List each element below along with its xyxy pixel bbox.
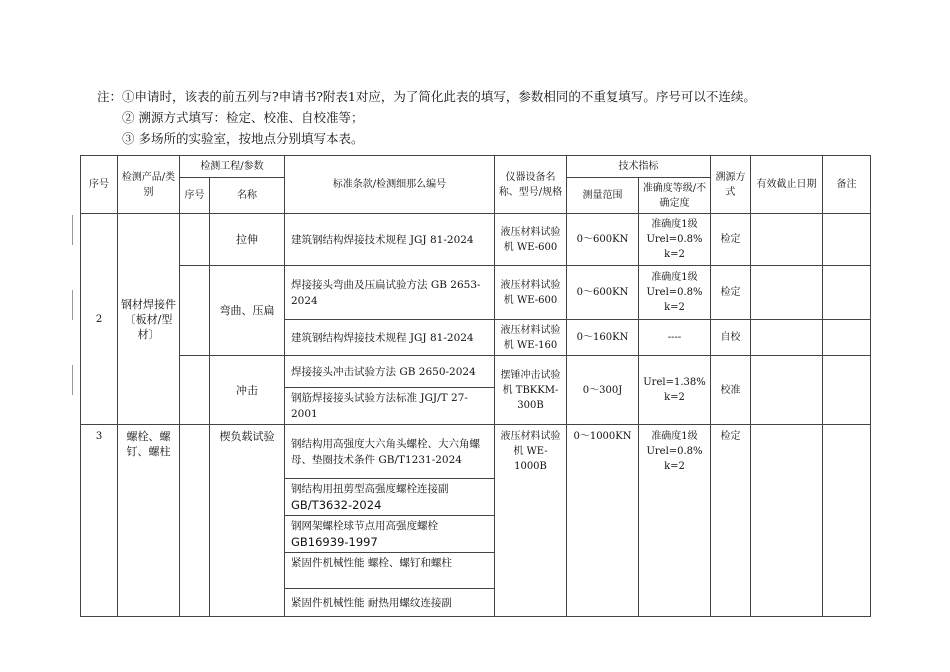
cell-param: 冲击 bbox=[210, 356, 285, 425]
cell-param: 楔负载试验 bbox=[210, 425, 285, 617]
header-seq: 序号 bbox=[81, 156, 118, 214]
page-edge-mark bbox=[72, 215, 73, 245]
cell-sub-seq bbox=[180, 356, 210, 425]
cell-valid bbox=[751, 320, 823, 356]
standard-code: GB16939-1997 bbox=[291, 535, 378, 549]
cell-standard: 紧固件机械性能 耐热用螺纹连接副 bbox=[285, 589, 495, 617]
cell-instrument: 液压材料试验机 WE-1000B bbox=[495, 425, 567, 617]
cell-instrument: 液压材料试验机 WE-600 bbox=[495, 266, 567, 320]
table-row bbox=[81, 425, 871, 479]
cell-standard: 紧固件机械性能 螺栓、螺钉和螺柱 bbox=[285, 553, 495, 589]
cell-standard: 建筑钢结构焊接技术规程 JGJ 81-2024 bbox=[285, 320, 495, 356]
cell-valid bbox=[751, 266, 823, 320]
cell-range: 0～300J bbox=[567, 356, 639, 425]
cell-seq: 2 bbox=[81, 214, 118, 425]
cell-range: 0～1000KN bbox=[567, 425, 639, 617]
capability-table bbox=[80, 155, 871, 617]
header-remark: 备注 bbox=[823, 156, 871, 214]
table-row bbox=[81, 266, 871, 320]
cell-sub-seq bbox=[180, 266, 210, 356]
cell-range: 0～600KN bbox=[567, 266, 639, 320]
cell-standard: 建筑钢结构焊接技术规程 JGJ 81-2024 bbox=[285, 214, 495, 266]
cell-range: 0～600KN bbox=[567, 214, 639, 266]
header-tech: 技术指标 bbox=[567, 156, 711, 178]
cell-range: 0～160KN bbox=[567, 320, 639, 356]
cell-remark bbox=[823, 356, 871, 425]
standard-name: 钢结构用扭剪型高强度螺栓连接副 bbox=[291, 483, 449, 495]
standard-code: GB/T3632-2024 bbox=[291, 498, 382, 512]
note-1: 注：①申请时，该表的前五列与?申请书?附表1对应，为了简化此表的填写，参数相同的不重复填写。序号可以不连续。 bbox=[97, 89, 756, 104]
cell-valid bbox=[751, 425, 823, 617]
cell-standard: 焊接接头弯曲及压扁试验方法 GB 2653-2024 bbox=[285, 266, 495, 320]
cell-instrument: 摆锤冲击试验机 TBKKM-300B bbox=[495, 356, 567, 425]
header-sub-seq: 序号 bbox=[180, 178, 210, 214]
cell-remark bbox=[823, 266, 871, 320]
cell-standard bbox=[285, 516, 495, 553]
cell-instrument: 液压材料试验机 WE-160 bbox=[495, 320, 567, 356]
table-row bbox=[81, 214, 871, 266]
cell-accuracy: 准确度1级 Urel=0.8% k=2 bbox=[639, 214, 711, 266]
cell-accuracy: Urel=1.38% k=2 bbox=[639, 356, 711, 425]
cell-valid bbox=[751, 214, 823, 266]
header-name: 名称 bbox=[210, 178, 285, 214]
page-edge-mark bbox=[72, 290, 73, 320]
header-instrument: 仪器设备名称、型号/规格 bbox=[495, 156, 567, 214]
cell-accuracy: 准确度1级 Urel=0.8% k=2 bbox=[639, 425, 711, 617]
cell-standard: 钢筋焊接接头试验方法标准 JGJ/T 27-2001 bbox=[285, 388, 495, 425]
header-accuracy: 准确度等级/不确定度 bbox=[639, 178, 711, 214]
cell-sub-seq bbox=[180, 425, 210, 617]
cell-trace: 检定 bbox=[711, 266, 751, 320]
cell-product: 钢材焊接件〔板材/型材〕 bbox=[118, 214, 180, 425]
cell-accuracy: ---- bbox=[639, 320, 711, 356]
cell-product: 螺栓、螺钉、螺柱 bbox=[118, 425, 180, 617]
cell-param: 弯曲、压扁 bbox=[210, 266, 285, 356]
cell-remark bbox=[823, 425, 871, 617]
cell-sub-seq bbox=[180, 214, 210, 266]
note-3: ③ 多场所的实验室，按地点分别填写本表。 bbox=[122, 131, 364, 146]
cell-standard bbox=[285, 479, 495, 516]
cell-param: 拉伸 bbox=[210, 214, 285, 266]
header-project: 检测工程/参数 bbox=[180, 156, 285, 178]
table-row bbox=[81, 356, 871, 388]
cell-valid bbox=[751, 356, 823, 425]
standard-name: 钢网架螺栓球节点用高强度螺栓 bbox=[291, 520, 438, 532]
cell-seq: 3 bbox=[81, 425, 118, 617]
header-range: 测量范围 bbox=[567, 178, 639, 214]
cell-trace: 检定 bbox=[711, 425, 751, 617]
cell-trace: 检定 bbox=[711, 214, 751, 266]
cell-trace: 校准 bbox=[711, 356, 751, 425]
header-row bbox=[81, 156, 871, 178]
header-product: 检测产品/类别 bbox=[118, 156, 180, 214]
notes bbox=[97, 86, 756, 149]
cell-accuracy: 准确度1级 Urel=0.8% k=2 bbox=[639, 266, 711, 320]
header-trace: 溯源方式 bbox=[711, 156, 751, 214]
cell-standard: 钢结构用高强度大六角头螺栓、大六角螺母、垫圈技术条件 GB/T1231-2024 bbox=[285, 425, 495, 479]
header-valid: 有效截止日期 bbox=[751, 156, 823, 214]
header-standard: 标准条款/检测细那么编号 bbox=[285, 156, 495, 214]
cell-remark bbox=[823, 320, 871, 356]
page-edge-mark bbox=[72, 365, 73, 395]
cell-trace: 自校 bbox=[711, 320, 751, 356]
cell-instrument: 液压材料试验机 WE-600 bbox=[495, 214, 567, 266]
cell-remark bbox=[823, 214, 871, 266]
note-2: ② 溯源方式填写：检定、校准、自校准等； bbox=[122, 110, 364, 125]
cell-standard: 焊接接头冲击试验方法 GB 2650-2024 bbox=[285, 356, 495, 388]
